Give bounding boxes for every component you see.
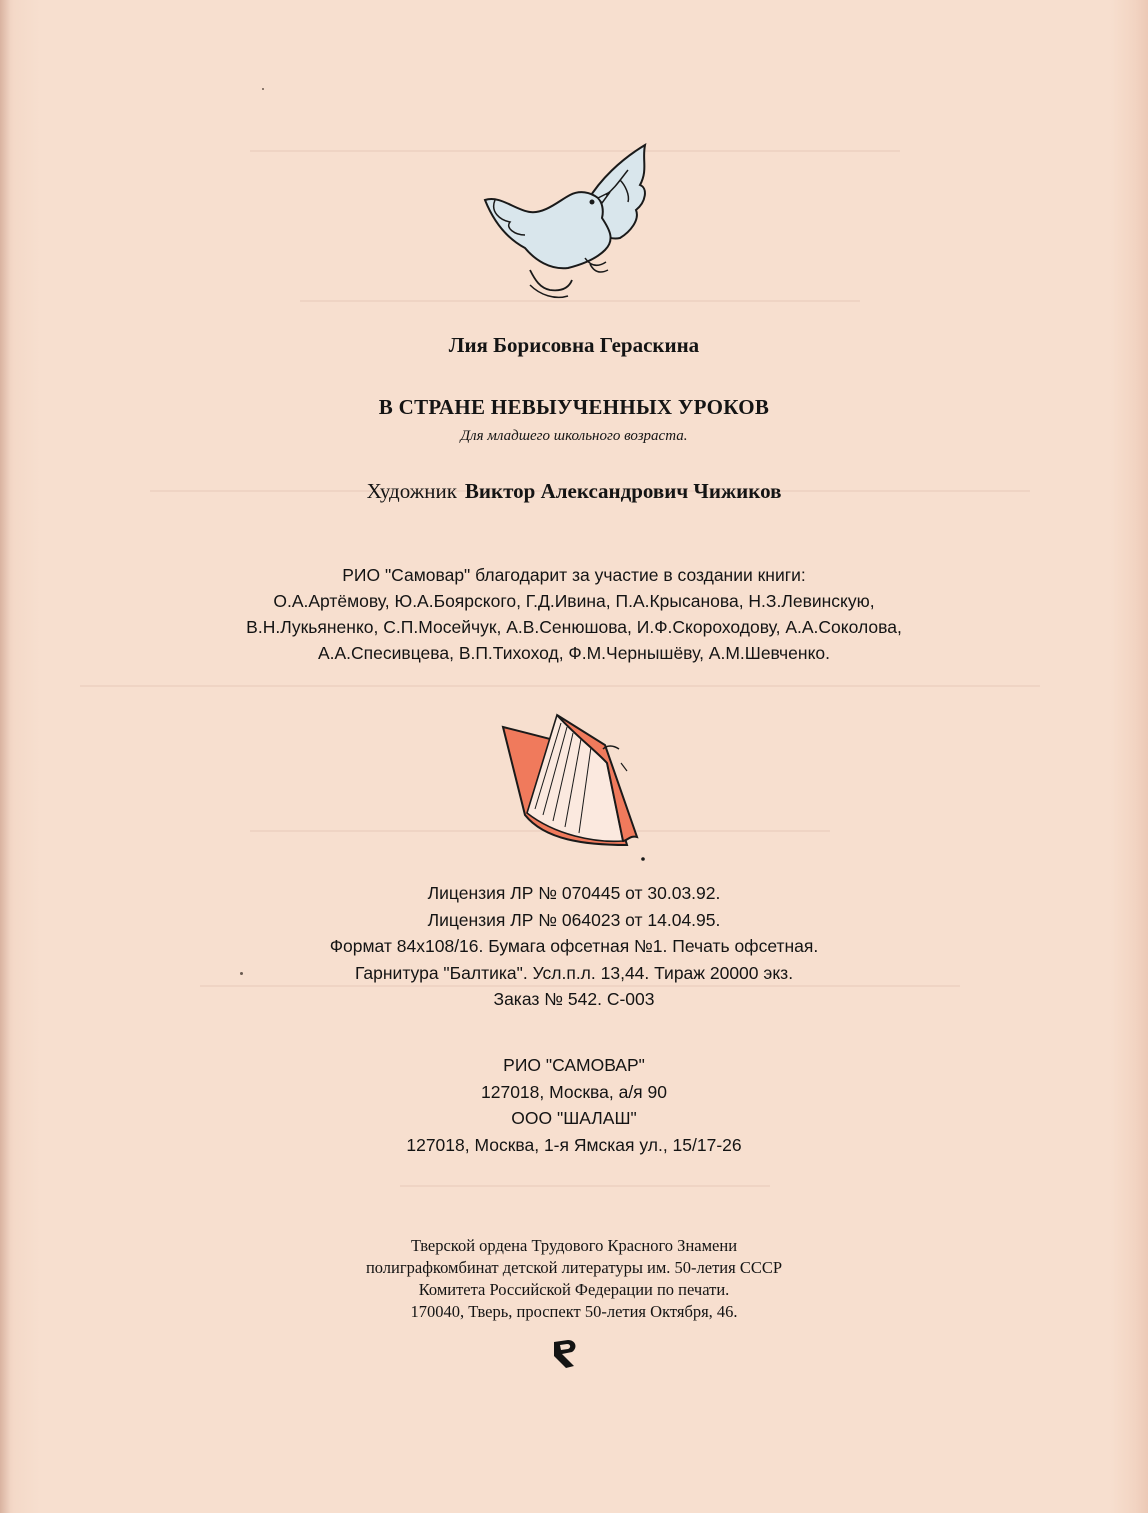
- publisher-addresses: [0, 1052, 1148, 1158]
- license-imprint: [0, 880, 1148, 1013]
- author-name: Лия Борисовна Гераскина: [448, 333, 700, 357]
- illustrator-name: Виктор Александрович Чижиков: [464, 479, 782, 503]
- printer-line: полиграфкомбинат детской литературы им. 50-летия СССР: [365, 1258, 783, 1277]
- book-title: В СТРАНЕ НЕВЫУЧЕННЫХ УРОКОВ: [378, 395, 770, 419]
- bleed-through: [80, 685, 1040, 701]
- age-group-subtitle: Для младшего школьного возраста.: [460, 428, 688, 444]
- imprint-line: Лицензия ЛР № 070445 от 30.03.92.: [427, 883, 721, 903]
- address-line: ООО "ШАЛАШ": [511, 1108, 637, 1128]
- imprint-line: Лицензия ЛР № 064023 от 14.04.95.: [427, 909, 721, 930]
- printer-info: [0, 1235, 1148, 1323]
- imprint-line: Формат 84x108/16. Бумага офсетная №1. Печать офсетная.: [329, 936, 819, 956]
- imprint-line: Заказ № 542. С-003: [493, 989, 655, 1009]
- illustrator-label: Художник: [366, 479, 457, 503]
- acknowledgement-line: О.А.Артёмову, Ю.А.Боярского, Г.Д.Ивина, П.А.Крысанова, Н.З.Левинскую,: [273, 591, 875, 611]
- paper-speck: [240, 972, 243, 975]
- illustrator-credit: [0, 479, 1148, 504]
- printer-line: Тверской ордена Трудового Красного Знамени: [410, 1236, 738, 1255]
- acknowledgements: [0, 562, 1148, 666]
- printer-line: Комитета Российской Федерации по печати.: [418, 1280, 730, 1299]
- acknowledgement-line: РИО "Самовар" благодарит за участие в создании книги:: [342, 565, 806, 585]
- address-line: РИО "САМОВАР": [503, 1055, 645, 1075]
- acknowledgement-line: В.Н.Лукьяненко, С.П.Мосейчук, А.В.Сенюшова, И.Ф.Скороходову, А.А.Соколова,: [246, 617, 902, 637]
- address-line: 127018, Москва, 1-я Ямская ул., 15/17-26: [406, 1134, 742, 1155]
- acknowledgement-line: А.А.Спесивцева, В.П.Тихоход, Ф.М.Чернышёву, А.М.Шевченко.: [317, 643, 831, 663]
- address-line: 127018, Москва, а/я 90: [481, 1081, 667, 1102]
- paper-speck: [262, 88, 264, 90]
- printer-line: 170040, Тверь, проспект 50-летия Октября, 46.: [410, 1302, 738, 1321]
- bleed-through: [400, 1185, 770, 1201]
- dove-illustration: [470, 140, 670, 310]
- book-illustration: [495, 705, 650, 865]
- publisher-mark-icon: [548, 1336, 582, 1372]
- imprint-line: Гарнитура "Балтика". Усл.п.л. 13,44. Тираж 20000 экз.: [354, 962, 794, 983]
